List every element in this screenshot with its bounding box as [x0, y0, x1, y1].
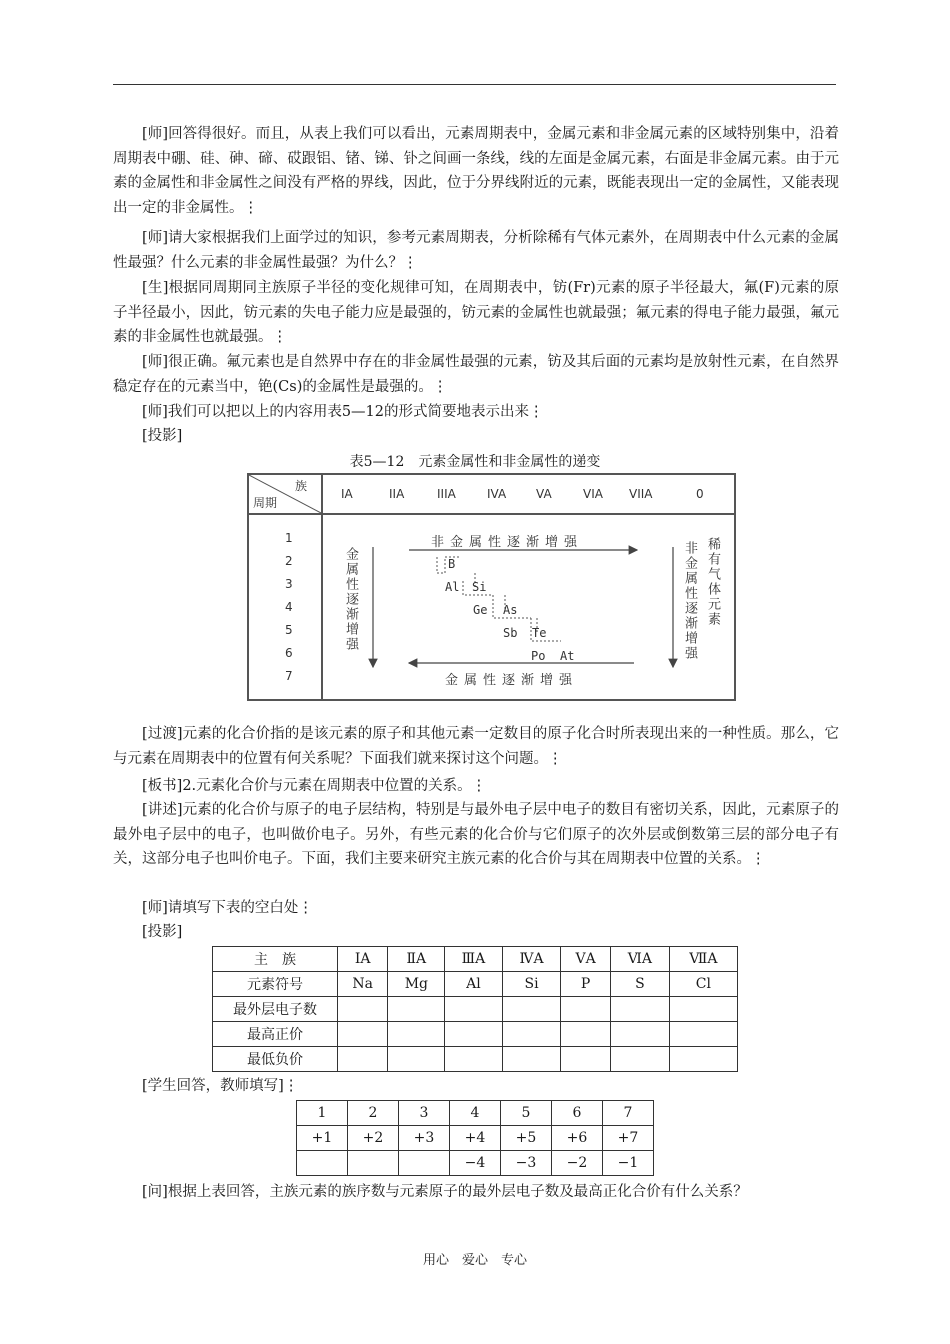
table-cell: +3: [399, 1126, 450, 1151]
table-cell: +1: [297, 1126, 348, 1151]
table-header-cell: 主 族: [213, 947, 338, 972]
table-cell: −1: [603, 1151, 654, 1176]
table-cell-empty[interactable]: [338, 1047, 388, 1072]
table-header-cell: ⅣA: [502, 947, 561, 972]
bottom-arrow-label: 金属性逐渐增强: [445, 673, 579, 688]
table-cell-empty[interactable]: [445, 997, 503, 1022]
table-cell: S: [610, 972, 669, 997]
table-cell: Si: [502, 972, 561, 997]
table-header-cell: ⅥA: [610, 947, 669, 972]
group-label: IA: [341, 487, 353, 501]
group-label: VIIA: [629, 487, 653, 501]
element-label: Te: [532, 626, 547, 640]
metallicity-figure: [247, 473, 736, 701]
element-label: At: [560, 649, 575, 663]
table-row: [297, 1101, 654, 1126]
table-cell: −4: [450, 1151, 501, 1176]
table-cell: [348, 1151, 399, 1176]
table-cell-empty[interactable]: [561, 1022, 611, 1047]
period-label: 6: [285, 646, 293, 660]
paragraph-teacher-confirm: [师]很正确。氟元素也是自然界中存在的非金属性最强的元素，钫及其后面的元素均是放射性元素，在自然界稳定存在的元素当中，铯(Cs)的金属性是最强的。⋮: [113, 354, 839, 395]
period-label: 1: [285, 531, 293, 545]
table-cell-empty[interactable]: [388, 1022, 445, 1047]
valence-table: [212, 946, 738, 1072]
table-header-cell: ⅠA: [338, 947, 388, 972]
table-cell: 6: [552, 1101, 603, 1126]
table-cell: Al: [445, 972, 503, 997]
header-rule: [113, 84, 836, 85]
table-row: [213, 1022, 738, 1047]
table-cell-empty[interactable]: [561, 997, 611, 1022]
table-cell-empty[interactable]: [338, 997, 388, 1022]
element-label: Si: [472, 580, 487, 594]
table-cell: +7: [603, 1126, 654, 1151]
table-cell-empty[interactable]: [610, 1022, 669, 1047]
header-period-label: 周期: [253, 496, 278, 510]
table-row-label: 最低负价: [213, 1047, 338, 1072]
left-arrow-label: 金属性逐渐增强: [343, 547, 358, 652]
table-cell: 7: [603, 1101, 654, 1126]
right-arrow-label: 非金属性逐渐增强: [682, 541, 697, 661]
group-label: IVA: [487, 487, 507, 501]
table-cell: 3: [399, 1101, 450, 1126]
table-row: [297, 1126, 654, 1151]
element-label: B: [448, 557, 456, 571]
group-label: IIIA: [437, 487, 456, 501]
table-cell: [297, 1151, 348, 1176]
header-group-label: 族: [295, 479, 308, 493]
table-row: [213, 947, 738, 972]
paragraph-fill-prompt: [师]请填写下表的空白处⋮: [142, 900, 313, 916]
period-label: 7: [285, 669, 293, 683]
table-cell-empty[interactable]: [502, 997, 561, 1022]
table-cell: 4: [450, 1101, 501, 1126]
table-cell: +5: [501, 1126, 552, 1151]
table-cell: Na: [338, 972, 388, 997]
table-cell-empty[interactable]: [502, 1047, 561, 1072]
element-label: Ge: [473, 603, 488, 617]
table-row-label: 元素符号: [213, 972, 338, 997]
table-row: [213, 1047, 738, 1072]
label-projection-1: [投影]: [142, 428, 183, 444]
answer-label: [学生回答，教师填写]⋮: [142, 1078, 299, 1094]
table-cell: +4: [450, 1126, 501, 1151]
table-row: [213, 972, 738, 997]
paragraph-teacher-question: [师]请大家根据我们上面学过的知识，参考元素周期表，分析除稀有气体元素外，在周期表中什么元素的金属性最强？什么元素的非金属性最强？为什么？⋮: [113, 230, 839, 271]
table-cell-empty[interactable]: [388, 997, 445, 1022]
noble-gas-label: 稀有气体元素: [705, 537, 720, 627]
period-label: 4: [285, 600, 293, 614]
table-cell: 1: [297, 1101, 348, 1126]
table-row: [213, 997, 738, 1022]
table-cell: Cl: [669, 972, 737, 997]
table-cell: −2: [552, 1151, 603, 1176]
table-row: [297, 1151, 654, 1176]
table-header-cell: ⅡA: [388, 947, 445, 972]
top-arrow-label: 非金属性逐渐增强: [431, 535, 584, 550]
table-cell-empty[interactable]: [388, 1047, 445, 1072]
table-cell: P: [561, 972, 611, 997]
table-cell-empty[interactable]: [561, 1047, 611, 1072]
table-cell-empty[interactable]: [502, 1022, 561, 1047]
page-footer: 用心 爱心 专心: [422, 1253, 527, 1268]
element-label: Al: [445, 580, 460, 594]
paragraph-transition: [过渡]元素的化合价指的是该元素的原子和其他元素一定数目的原子化合时所表现出来的一种性质。那么，它与元素在周期表中的位置有何关系呢？下面我们就来探讨这个问题。⋮: [113, 726, 839, 767]
label-projection-2: [投影]: [142, 924, 183, 940]
table-header-cell: ⅤA: [561, 947, 611, 972]
period-label: 3: [285, 577, 293, 591]
answer-table: [296, 1100, 654, 1176]
table-cell: 5: [501, 1101, 552, 1126]
paragraph-question: [问]根据上表回答，主族元素的族序数与元素原子的最外层电子数及最高正化合价有什么关系？: [142, 1184, 748, 1200]
table-cell: [399, 1151, 450, 1176]
paragraph-board-note: [板书]2.元素化合价与元素在周期表中位置的关系。⋮: [142, 778, 487, 794]
table-row-label: 最高正价: [213, 1022, 338, 1047]
table-header-cell: ⅦA: [669, 947, 737, 972]
table-cell-empty[interactable]: [610, 997, 669, 1022]
element-label: Po: [531, 649, 546, 663]
figure-caption: 表5—12 元素金属性和非金属性的递变: [349, 454, 601, 470]
group-label: IIA: [389, 487, 405, 501]
paragraph-teacher-praise: [师]回答得很好。而且，从表上我们可以看出，元素周期表中，金属元素和非金属元素的区域特别集中，沿着周期表中硼、硅、砷、碲、砹跟铝、锗、锑、钋之间画一条线，线的左面是金属元素，右面是非金属元素。由于元素的金属性和非金属性之间没有严格的界线，因此，位于分界线附近的元素，既能表现出一定的金属性，又能表现出一定的非金属性。⋮: [113, 126, 839, 216]
element-label: As: [503, 603, 518, 617]
element-label: Sb: [503, 626, 518, 640]
paragraph-student-answer: [生]根据同周期同主族原子半径的变化规律可知，在周期表中，钫(Fr)元素的原子半径最大，氟(F)元素的原子半径最小，因此，钫元素的失电子能力应是最强的，钫元素的金属性也就最强；氟元素的得电子能力最强，氟元素的非金属性也就最强。⋮: [113, 280, 839, 345]
table-cell-empty[interactable]: [669, 1047, 737, 1072]
table-cell: +2: [348, 1126, 399, 1151]
group-label: 0: [696, 487, 704, 501]
table-row-label: 最外层电子数: [213, 997, 338, 1022]
table-cell-empty[interactable]: [338, 1022, 388, 1047]
period-label: 2: [285, 554, 293, 568]
table-cell: −3: [501, 1151, 552, 1176]
table-cell-empty[interactable]: [610, 1047, 669, 1072]
group-label: VIA: [583, 487, 603, 501]
table-cell-empty[interactable]: [669, 1022, 737, 1047]
table-cell-empty[interactable]: [445, 1022, 503, 1047]
paragraph-lecture: [讲述]元素的化合价与原子的电子层结构，特别是与最外电子层中电子的数目有密切关系，因此，元素原子的最外电子层中的电子，也叫做价电子。另外，有些元素的化合价与它们原子的次外层或倒数第三层的部分电子有关，这部分电子也叫价电子。下面，我们主要来研究主族元素的化合价与其在周期表中位置的关系。⋮: [113, 802, 839, 867]
group-label: VA: [536, 487, 552, 501]
table-cell-empty[interactable]: [445, 1047, 503, 1072]
table-cell-empty[interactable]: [669, 997, 737, 1022]
table-cell: Mg: [388, 972, 445, 997]
period-label: 5: [285, 623, 293, 637]
paragraph-teacher-summary: [师]我们可以把以上的内容用表5—12的形式简要地表示出来⋮: [142, 404, 544, 420]
table-cell: +6: [552, 1126, 603, 1151]
table-cell: 2: [348, 1101, 399, 1126]
figure-arrows: [249, 475, 734, 699]
table-header-cell: ⅢA: [445, 947, 503, 972]
